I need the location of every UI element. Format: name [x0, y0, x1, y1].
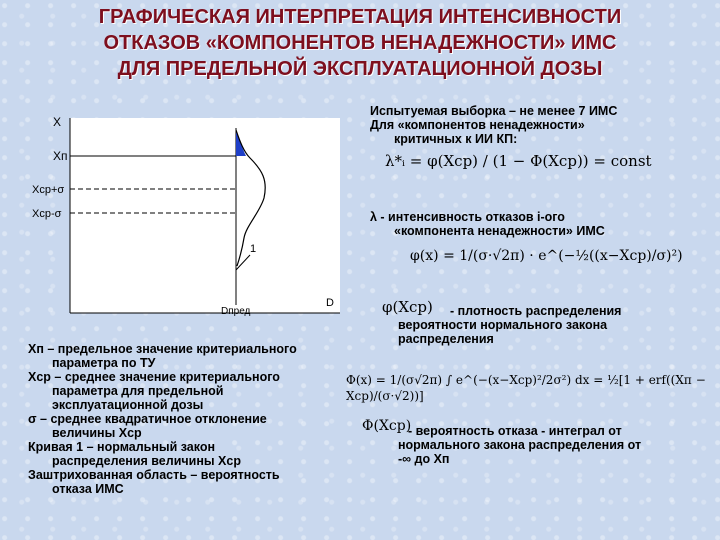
- Phi-text: [398, 424, 713, 466]
- lambda-line-1: λ - интенсивность отказов i-ого: [370, 210, 565, 224]
- distribution-graph: [32, 110, 350, 325]
- legend-xn-cont: параметра по ТУ: [52, 356, 156, 370]
- legend-curve-cont: распределения величины Xср: [52, 454, 241, 468]
- legend-sigma-cont: величины Xср: [52, 426, 142, 440]
- phi-text: [398, 304, 708, 346]
- lambda-text: [370, 210, 710, 238]
- formula-phi: φ(x) = 1/(σ·√2π) · e^(−½((x−Xср)/σ)²): [410, 248, 683, 264]
- phi-line-3: распределения: [398, 332, 494, 346]
- Phi-line-2: нормального закона распределения от: [398, 438, 642, 452]
- legend-xsr-cont: параметра для предельной: [52, 384, 224, 398]
- sample-text: [370, 104, 710, 146]
- legend-xsr-text: Xср – среднее значение критериального: [28, 370, 280, 384]
- legend-curve-text: Кривая 1 – нормальный закон: [28, 440, 216, 454]
- legend-item-area: [28, 468, 348, 496]
- formula-lambda: λ*ᵢ = φ(Xср) / (1 − Φ(Xср)) = const: [385, 152, 652, 170]
- Phi-line-1: - вероятность отказа - интеграл от: [408, 424, 622, 438]
- title-line-1: ГРАФИЧЕСКАЯ ИНТЕРПРЕТАЦИЯ ИНТЕНСИВНОСТИ: [98, 6, 622, 28]
- curve-label: 1: [250, 243, 257, 255]
- axis-x-label: X: [53, 115, 62, 129]
- slide-title: [0, 4, 720, 82]
- legend-item-curve: [28, 440, 348, 468]
- phi-xsr: φ(Xср): [382, 298, 433, 316]
- legend-xn-text: Xп – предельное значение критериального: [28, 342, 297, 356]
- sample-line-1: Испытуемая выборка – не менее 7 ИМС: [370, 104, 618, 118]
- Phi-xsr: Φ(Xср): [362, 418, 412, 434]
- formula-Phi: Φ(x) = 1/(σ√2π) ∫ e^(−(x−Xср)²/2σ²) dx = ½[1 + erf((Xп − Xср)/(σ·√2))]: [346, 373, 706, 403]
- legend-item-sigma: [28, 412, 348, 440]
- xsr-plus-label: Xср+σ: [32, 184, 65, 196]
- d-axis-label: D: [326, 297, 334, 309]
- legend-area-cont: отказа ИМС: [52, 482, 124, 496]
- xsr-minus-label: Xср-σ: [32, 208, 62, 220]
- lambda-line-2: «компонента ненадежности» ИМС: [394, 224, 605, 238]
- plot-area: [70, 118, 340, 313]
- legend: [28, 342, 348, 496]
- legend-sigma-text: σ – среднее квадратичное отклонение: [28, 412, 267, 426]
- sample-line-3: критичных к ИИ КП:: [394, 132, 518, 146]
- phi-line-2: вероятности нормального закона: [398, 318, 608, 332]
- legend-item-xsr: [28, 370, 348, 412]
- dpred-label: Dпред: [221, 306, 251, 317]
- title-line-2: ОТКАЗОВ «КОМПОНЕНТОВ НЕНАДЕЖНОСТИ» ИМС: [103, 32, 617, 54]
- legend-xsr-cont2: эксплуатационной дозы: [52, 398, 204, 412]
- legend-area-text: Заштрихованная область – вероятность: [28, 468, 280, 482]
- xn-label: Xп: [53, 149, 68, 163]
- title-line-3: ДЛЯ ПРЕДЕЛЬНОЙ ЭКСПЛУАТАЦИОННОЙ ДОЗЫ: [117, 58, 603, 80]
- legend-item-xn: [28, 342, 348, 370]
- phi-line-1: - плотность распределения: [450, 304, 622, 318]
- sample-line-2: Для «компонентов ненадежности»: [370, 118, 585, 132]
- Phi-line-3: -∞ до Xп: [398, 452, 450, 466]
